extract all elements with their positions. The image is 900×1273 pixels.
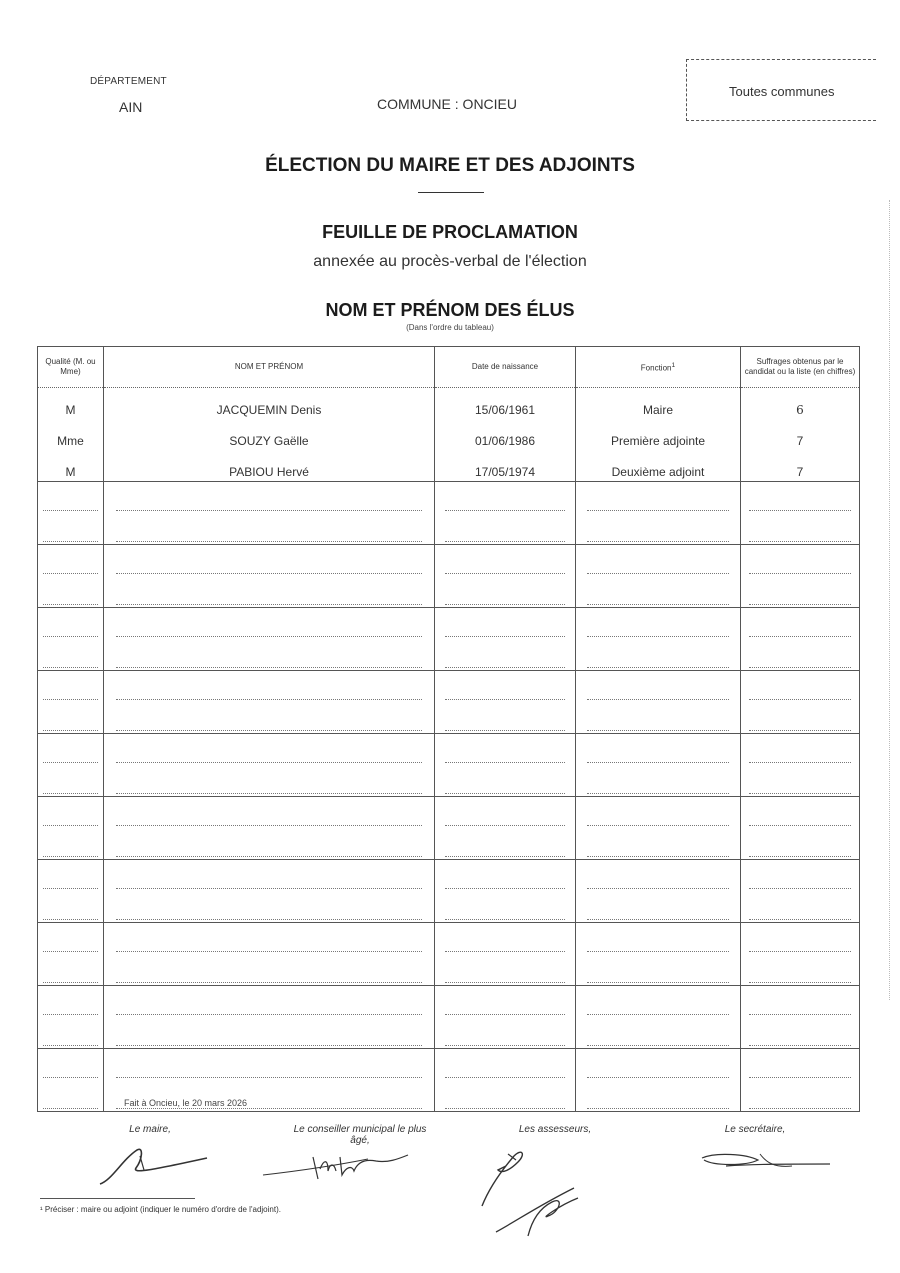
dotted-fill-line (587, 624, 728, 637)
empty-cell (38, 923, 104, 955)
dotted-fill-line (116, 939, 423, 952)
dotted-fill-line (749, 561, 850, 574)
dotted-fill-line (445, 1096, 565, 1109)
empty-row (38, 702, 860, 734)
dotted-fill-line (116, 718, 423, 731)
empty-cell (38, 545, 104, 577)
dotted-fill-line (587, 1096, 728, 1109)
empty-cell (38, 1017, 104, 1049)
empty-cell (38, 891, 104, 923)
dotted-fill-line (749, 907, 850, 920)
empty-cell (741, 608, 860, 640)
dotted-fill-line (445, 939, 565, 952)
signature-maire-image (92, 1140, 217, 1190)
dotted-fill-line (116, 750, 423, 763)
empty-cell (104, 954, 435, 986)
empty-cell (104, 482, 435, 514)
annex-line: annexée au procès-verbal de l'élection (313, 253, 587, 270)
empty-cell (741, 860, 860, 892)
empty-cell (435, 639, 576, 671)
empty-cell (576, 986, 741, 1018)
document-title: ÉLECTION DU MAIRE ET DES ADJOINTS (265, 155, 635, 176)
empty-cell (104, 702, 435, 734)
empty-row (38, 608, 860, 640)
empty-cell (741, 639, 860, 671)
dotted-fill-line (43, 781, 99, 794)
cell-fonction: Maire (576, 388, 741, 420)
dotted-fill-line (445, 687, 565, 700)
empty-cell (741, 797, 860, 829)
empty-cell (576, 545, 741, 577)
empty-row (38, 513, 860, 545)
empty-cell (104, 860, 435, 892)
cell-fonction: Deuxième adjoint (576, 450, 741, 482)
dotted-fill-line (587, 907, 728, 920)
dotted-fill-line (587, 781, 728, 794)
dotted-fill-line (116, 844, 423, 857)
title-divider (418, 192, 484, 193)
empty-cell (104, 545, 435, 577)
empty-cell (104, 734, 435, 766)
empty-rows (38, 482, 860, 1112)
dotted-fill-line (587, 655, 728, 668)
dotted-fill-line (43, 624, 99, 637)
dotted-fill-line (43, 687, 99, 700)
empty-cell (576, 765, 741, 797)
dotted-fill-line (116, 907, 423, 920)
empty-cell (435, 608, 576, 640)
signature-label-maire: Le maire, (129, 1124, 171, 1135)
empty-cell (435, 734, 576, 766)
empty-cell (38, 576, 104, 608)
table-row (38, 450, 860, 482)
dotted-fill-line (43, 718, 99, 731)
empty-row (38, 954, 860, 986)
dotted-fill-line (43, 592, 99, 605)
empty-cell (435, 923, 576, 955)
dotted-fill-line (587, 498, 728, 511)
empty-row (38, 828, 860, 860)
dotted-fill-line (445, 624, 565, 637)
dotted-fill-line (116, 876, 423, 889)
empty-cell (38, 765, 104, 797)
empty-cell (576, 702, 741, 734)
dotted-fill-line (116, 529, 423, 542)
dotted-fill-line (43, 907, 99, 920)
empty-cell (576, 1080, 741, 1112)
empty-cell (576, 482, 741, 514)
dotted-fill-line (445, 655, 565, 668)
empty-cell (104, 797, 435, 829)
dotted-fill-line (445, 1065, 565, 1078)
empty-cell (576, 576, 741, 608)
empty-cell (741, 482, 860, 514)
empty-cell (435, 545, 576, 577)
empty-row (38, 765, 860, 797)
empty-cell (104, 1017, 435, 1049)
empty-row (38, 576, 860, 608)
dotted-fill-line (445, 876, 565, 889)
empty-cell (435, 986, 576, 1018)
dotted-fill-line (587, 1033, 728, 1046)
empty-cell (38, 482, 104, 514)
empty-cell (38, 986, 104, 1018)
empty-row (38, 891, 860, 923)
dotted-fill-line (43, 1002, 99, 1015)
empty-cell (38, 1049, 104, 1081)
cell-suffrages: 6 (741, 388, 860, 420)
empty-cell (741, 954, 860, 986)
empty-cell (741, 576, 860, 608)
empty-cell (576, 891, 741, 923)
empty-cell (576, 860, 741, 892)
header-naissance: Date de naissance (435, 347, 576, 388)
section-note: (Dans l'ordre du tableau) (406, 323, 494, 332)
dotted-fill-line (749, 970, 850, 983)
empty-cell (741, 828, 860, 860)
empty-cell (38, 828, 104, 860)
departement-value: AIN (119, 99, 143, 115)
header-fonction (576, 347, 741, 388)
empty-cell (104, 986, 435, 1018)
empty-cell (38, 1080, 104, 1112)
empty-cell (576, 639, 741, 671)
empty-cell (741, 1049, 860, 1081)
dotted-fill-line (587, 876, 728, 889)
dotted-fill-line (749, 592, 850, 605)
cell-nom: SOUZY Gaëlle (104, 419, 435, 450)
dotted-fill-line (43, 498, 99, 511)
empty-cell (104, 513, 435, 545)
dotted-fill-line (445, 1033, 565, 1046)
empty-cell (741, 891, 860, 923)
dotted-fill-line (445, 813, 565, 826)
dotted-fill-line (116, 655, 423, 668)
empty-cell (435, 954, 576, 986)
empty-cell (741, 702, 860, 734)
dotted-fill-line (749, 750, 850, 763)
empty-cell (38, 702, 104, 734)
dotted-fill-line (587, 529, 728, 542)
empty-cell (38, 608, 104, 640)
empty-row (38, 545, 860, 577)
cell-qualite: M (38, 450, 104, 482)
cell-qualite: M (38, 388, 104, 420)
empty-cell (104, 639, 435, 671)
empty-cell (576, 513, 741, 545)
dotted-fill-line (116, 687, 423, 700)
dotted-fill-line (587, 813, 728, 826)
signature-label-conseiller: Le conseiller municipal le plus âgé, (293, 1124, 427, 1146)
cell-nom: JACQUEMIN Denis (104, 388, 435, 420)
empty-cell (435, 1017, 576, 1049)
empty-cell (576, 734, 741, 766)
dotted-fill-line (749, 844, 850, 857)
empty-cell (38, 954, 104, 986)
dotted-fill-line (445, 970, 565, 983)
empty-row (38, 923, 860, 955)
dotted-fill-line (587, 1065, 728, 1078)
empty-cell (741, 671, 860, 703)
empty-cell (104, 671, 435, 703)
empty-cell (435, 860, 576, 892)
footnote: ¹ Préciser : maire ou adjoint (indiquer le numéro d'ordre de l'adjoint). (40, 1205, 281, 1214)
dotted-fill-line (749, 498, 850, 511)
empty-cell (435, 482, 576, 514)
cell-nom: PABIOU Hervé (104, 450, 435, 482)
empty-cell (38, 513, 104, 545)
empty-row (38, 797, 860, 829)
empty-cell (435, 1049, 576, 1081)
empty-cell (104, 891, 435, 923)
dotted-fill-line (445, 907, 565, 920)
dotted-fill-line (749, 1096, 850, 1109)
table-header-row (38, 347, 860, 388)
table-row (38, 388, 860, 420)
empty-cell (104, 765, 435, 797)
dotted-fill-line (749, 813, 850, 826)
dotted-fill-line (43, 970, 99, 983)
dotted-fill-line (587, 844, 728, 857)
dotted-fill-line (749, 624, 850, 637)
empty-cell (741, 545, 860, 577)
departement-label: DÉPARTEMENT (90, 76, 167, 87)
empty-cell (576, 1017, 741, 1049)
dotted-fill-line (43, 876, 99, 889)
dotted-fill-line (445, 781, 565, 794)
dotted-fill-line (749, 687, 850, 700)
dotted-fill-line (116, 624, 423, 637)
cell-naissance: 01/06/1986 (435, 419, 576, 450)
table-row (38, 419, 860, 450)
empty-cell (435, 702, 576, 734)
header-suffrages: Suffrages obtenus par le candidat ou la liste (en chiffres) (741, 347, 860, 388)
dotted-fill-line (749, 939, 850, 952)
header-nom: NOM ET PRÉNOM (104, 347, 435, 388)
dotted-fill-line (749, 876, 850, 889)
fait-a-line: Fait à Oncieu, le 20 mars 2026 (124, 1098, 248, 1108)
dotted-fill-line (749, 655, 850, 668)
empty-row (38, 986, 860, 1018)
dotted-fill-line (445, 844, 565, 857)
empty-cell (576, 671, 741, 703)
empty-cell (38, 797, 104, 829)
dotted-fill-line (587, 750, 728, 763)
dotted-fill-line (116, 498, 423, 511)
section-title: NOM ET PRÉNOM DES ÉLUS (325, 300, 575, 320)
empty-cell (576, 608, 741, 640)
dotted-fill-line (587, 970, 728, 983)
empty-cell (576, 954, 741, 986)
dotted-fill-line (587, 592, 728, 605)
dotted-fill-line (43, 844, 99, 857)
signature-label-assesseurs: Les assesseurs, (518, 1124, 592, 1135)
empty-cell (741, 513, 860, 545)
empty-cell (435, 765, 576, 797)
dotted-fill-line (116, 561, 423, 574)
empty-cell (104, 608, 435, 640)
dotted-fill-line (587, 561, 728, 574)
empty-cell (435, 828, 576, 860)
dotted-fill-line (116, 970, 423, 983)
empty-cell (435, 891, 576, 923)
dotted-fill-line (43, 1096, 99, 1109)
dotted-fill-line (749, 718, 850, 731)
dotted-fill-line (587, 1002, 728, 1015)
dotted-fill-line (749, 529, 850, 542)
empty-cell (741, 986, 860, 1018)
dotted-fill-line (445, 718, 565, 731)
empty-row (38, 1017, 860, 1049)
empty-row (38, 482, 860, 514)
dotted-fill-line (445, 1002, 565, 1015)
empty-cell (741, 1080, 860, 1112)
dotted-fill-line (43, 529, 99, 542)
dotted-fill-line (43, 1065, 99, 1078)
dotted-fill-line (43, 655, 99, 668)
empty-cell (576, 797, 741, 829)
dotted-fill-line (116, 1033, 423, 1046)
empty-cell (435, 1080, 576, 1112)
empty-cell (104, 828, 435, 860)
dotted-fill-line (43, 1033, 99, 1046)
empty-cell (741, 765, 860, 797)
dotted-fill-line (445, 498, 565, 511)
empty-cell (741, 1017, 860, 1049)
cell-suffrages: 7 (741, 419, 860, 450)
toutes-communes-text: Toutes communes (729, 84, 835, 99)
empty-cell (435, 513, 576, 545)
dotted-fill-line (116, 781, 423, 794)
empty-cell (38, 671, 104, 703)
empty-cell (104, 923, 435, 955)
dotted-fill-line (445, 529, 565, 542)
dotted-fill-line (749, 781, 850, 794)
dotted-fill-line (116, 592, 423, 605)
dotted-fill-line (445, 561, 565, 574)
header-fonction-footnote-mark: 1 (671, 361, 676, 369)
cell-naissance: 15/06/1961 (435, 388, 576, 420)
empty-cell (104, 576, 435, 608)
empty-cell (104, 1049, 435, 1081)
dotted-fill-line (43, 813, 99, 826)
cell-fonction: Première adjointe (576, 419, 741, 450)
empty-cell (435, 576, 576, 608)
dotted-fill-line (587, 939, 728, 952)
cell-naissance: 17/05/1974 (435, 450, 576, 482)
empty-cell (576, 828, 741, 860)
empty-cell (435, 671, 576, 703)
footnote-divider (40, 1198, 195, 1199)
empty-row (38, 671, 860, 703)
commune-name: COMMUNE : ONCIEU (377, 96, 517, 112)
empty-cell (38, 734, 104, 766)
empty-cell (741, 734, 860, 766)
empty-row (38, 734, 860, 766)
dotted-fill-line (587, 687, 728, 700)
header-fonction-text: Fonction (640, 363, 672, 373)
toutes-communes-box (686, 59, 876, 121)
empty-row (38, 860, 860, 892)
elus-table (37, 346, 860, 1112)
cell-suffrages: 7 (741, 450, 860, 482)
signature-conseiller-image (258, 1145, 423, 1185)
dotted-fill-line (587, 718, 728, 731)
empty-row (38, 639, 860, 671)
dotted-fill-line (43, 750, 99, 763)
signature-secretaire-image (696, 1148, 836, 1178)
dotted-fill-line (749, 1065, 850, 1078)
header-qualite: Qualité (M. ou Mme) (38, 347, 104, 388)
dotted-fill-line (43, 561, 99, 574)
empty-row (38, 1049, 860, 1081)
empty-cell (576, 1049, 741, 1081)
signature-assesseurs-image (468, 1140, 588, 1240)
dotted-fill-line (43, 939, 99, 952)
empty-cell (38, 860, 104, 892)
empty-cell (435, 797, 576, 829)
dotted-fill-line (749, 1002, 850, 1015)
signature-label-secretaire: Le secrétaire, (724, 1124, 786, 1135)
cell-qualite: Mme (38, 419, 104, 450)
dotted-fill-line (749, 1033, 850, 1046)
dotted-fill-line (116, 1065, 423, 1078)
document-subtitle: FEUILLE DE PROCLAMATION (322, 222, 578, 242)
empty-cell (38, 639, 104, 671)
dotted-fill-line (445, 592, 565, 605)
empty-cell (576, 923, 741, 955)
dotted-fill-line (445, 750, 565, 763)
dotted-fill-line (116, 1002, 423, 1015)
empty-cell (741, 923, 860, 955)
dotted-fill-line (116, 813, 423, 826)
